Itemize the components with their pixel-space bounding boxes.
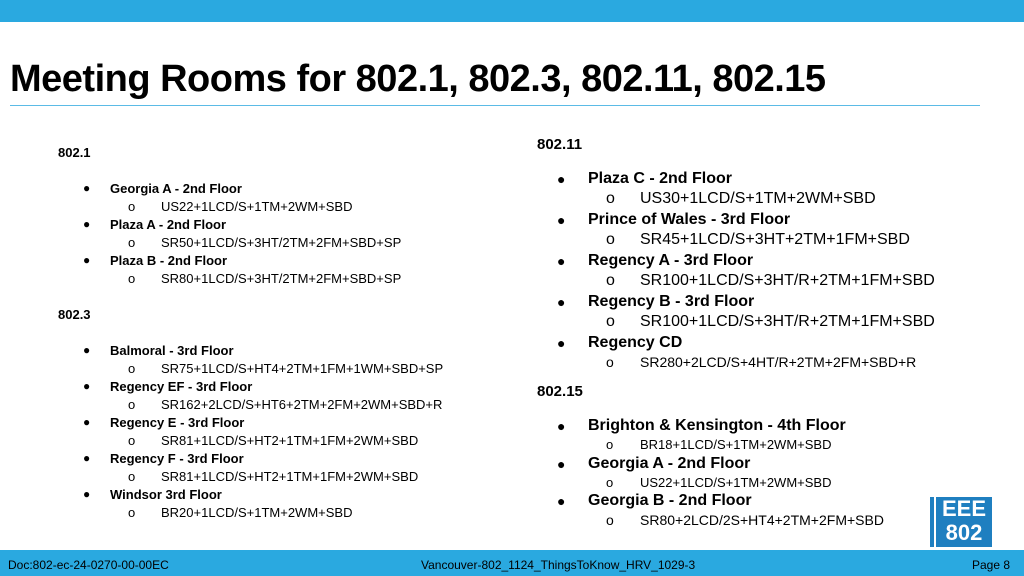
sub-bullet-icon: o bbox=[606, 190, 615, 207]
sub-bullet-icon: o bbox=[128, 235, 136, 250]
section-heading-802-3: 802.3 bbox=[58, 307, 91, 322]
bullet-icon: ● bbox=[557, 335, 566, 351]
sub-bullet-icon: o bbox=[128, 271, 136, 286]
room-name: Balmoral - 3rd Floor bbox=[110, 343, 234, 358]
sub-bullet-icon: o bbox=[128, 433, 136, 448]
room-name: Regency CD bbox=[588, 334, 683, 351]
logo-bar bbox=[930, 497, 934, 547]
ieee-802-logo bbox=[930, 497, 992, 547]
room-name: Prince of Wales - 3rd Floor bbox=[588, 211, 791, 228]
sub-bullet-icon: o bbox=[128, 397, 136, 412]
room-name: Windsor 3rd Floor bbox=[110, 487, 222, 502]
room-detail: SR50+1LCD/S+3HT/2TM+2FM+SBD+SP bbox=[161, 235, 402, 250]
room-detail: SR280+2LCD/S+4HT/R+2TM+2FM+SBD+R bbox=[640, 354, 917, 370]
section-heading-802-15: 802.15 bbox=[537, 383, 583, 400]
footer-title: Vancouver-802_1124_ThingsToKnow_HRV_1029-3 bbox=[421, 558, 696, 572]
section-heading-802-1: 802.1 bbox=[58, 145, 91, 160]
bullet-icon: ● bbox=[557, 456, 566, 472]
room-name: Plaza C - 2nd Floor bbox=[588, 170, 733, 187]
room-detail: SR81+1LCD/S+HT2+1TM+1FM+2WM+SBD bbox=[161, 469, 419, 484]
bullet-icon: ● bbox=[83, 487, 91, 501]
room-detail: BR18+1LCD/S+1TM+2WM+SBD bbox=[640, 437, 832, 452]
bullet-icon: ● bbox=[557, 253, 566, 269]
sub-bullet-icon: o bbox=[606, 272, 615, 289]
bullet-icon: ● bbox=[83, 379, 91, 393]
sub-bullet-icon: o bbox=[128, 505, 136, 520]
logo-line-2: 802 bbox=[945, 520, 983, 545]
room-name: Regency B - 3rd Floor bbox=[588, 293, 755, 310]
room-name: Brighton & Kensington - 4th Floor bbox=[588, 417, 846, 434]
room-name: Regency A - 3rd Floor bbox=[588, 252, 754, 269]
room-name: Regency EF - 3rd Floor bbox=[110, 379, 253, 394]
room-name: Regency F - 3rd Floor bbox=[110, 451, 244, 466]
room-detail: US22+1LCD/S+1TM+2WM+SBD bbox=[640, 475, 832, 490]
room-name: Plaza A - 2nd Floor bbox=[110, 217, 227, 232]
sub-bullet-icon: o bbox=[128, 199, 136, 214]
room-detail: SR75+1LCD/S+HT4+2TM+1FM+1WM+SBD+SP bbox=[161, 361, 444, 376]
room-detail: SR100+1LCD/S+3HT/R+2TM+1FM+SBD bbox=[640, 272, 935, 289]
bullet-icon: ● bbox=[83, 217, 91, 231]
room-detail: SR45+1LCD/S+3HT+2TM+1FM+SBD bbox=[640, 231, 910, 248]
room-detail: US22+1LCD/S+1TM+2WM+SBD bbox=[161, 199, 353, 214]
room-detail: SR162+2LCD/S+HT6+2TM+2FM+2WM+SBD+R bbox=[161, 397, 443, 412]
sub-bullet-icon: o bbox=[606, 354, 614, 370]
room-detail: US30+1LCD/S+1TM+2WM+SBD bbox=[640, 190, 876, 207]
sub-bullet-icon: o bbox=[606, 437, 614, 452]
room-name: Georgia B - 2nd Floor bbox=[588, 492, 752, 509]
bullet-icon: ● bbox=[557, 294, 566, 310]
sub-bullet-icon: o bbox=[606, 231, 615, 248]
top-accent-bar bbox=[0, 0, 1024, 22]
section-heading-802-11: 802.11 bbox=[537, 136, 583, 153]
sub-bullet-icon: o bbox=[606, 313, 615, 330]
bullet-icon: ● bbox=[557, 212, 566, 228]
bullet-icon: ● bbox=[557, 493, 566, 509]
bullet-icon: ● bbox=[83, 451, 91, 465]
room-detail: SR80+1LCD/S+3HT/2TM+2FM+SBD+SP bbox=[161, 271, 402, 286]
bullet-icon: ● bbox=[557, 418, 566, 434]
room-name: Plaza B - 2nd Floor bbox=[110, 253, 228, 268]
logo-line-1: EEE bbox=[941, 496, 987, 521]
room-name: Georgia A - 2nd Floor bbox=[588, 455, 751, 472]
sub-bullet-icon: o bbox=[606, 475, 614, 490]
room-detail: SR80+2LCD/2S+HT4+2TM+2FM+SBD bbox=[640, 512, 884, 528]
logo-box bbox=[936, 497, 992, 547]
room-detail: SR100+1LCD/S+3HT/R+2TM+1FM+SBD bbox=[640, 313, 935, 330]
room-detail: SR81+1LCD/S+HT2+1TM+1FM+2WM+SBD bbox=[161, 433, 419, 448]
slide-title: Meeting Rooms for 802.1, 802.3, 802.11, 802.15 bbox=[10, 58, 826, 100]
room-detail: BR20+1LCD/S+1TM+2WM+SBD bbox=[161, 505, 353, 520]
bullet-icon: ● bbox=[83, 181, 91, 195]
bullet-icon: ● bbox=[557, 171, 566, 187]
sub-bullet-icon: o bbox=[606, 512, 614, 528]
footer-page-number: Page 8 bbox=[972, 558, 1011, 572]
footer-doc-id: Doc:802-ec-24-0270-00-00EC bbox=[8, 558, 169, 572]
sub-bullet-icon: o bbox=[128, 361, 136, 376]
title-underline bbox=[10, 105, 980, 106]
room-name: Regency E - 3rd Floor bbox=[110, 415, 245, 430]
bullet-icon: ● bbox=[83, 253, 91, 267]
sub-bullet-icon: o bbox=[128, 469, 136, 484]
bullet-icon: ● bbox=[83, 415, 91, 429]
bullet-icon: ● bbox=[83, 343, 91, 357]
room-name: Georgia A - 2nd Floor bbox=[110, 181, 242, 196]
